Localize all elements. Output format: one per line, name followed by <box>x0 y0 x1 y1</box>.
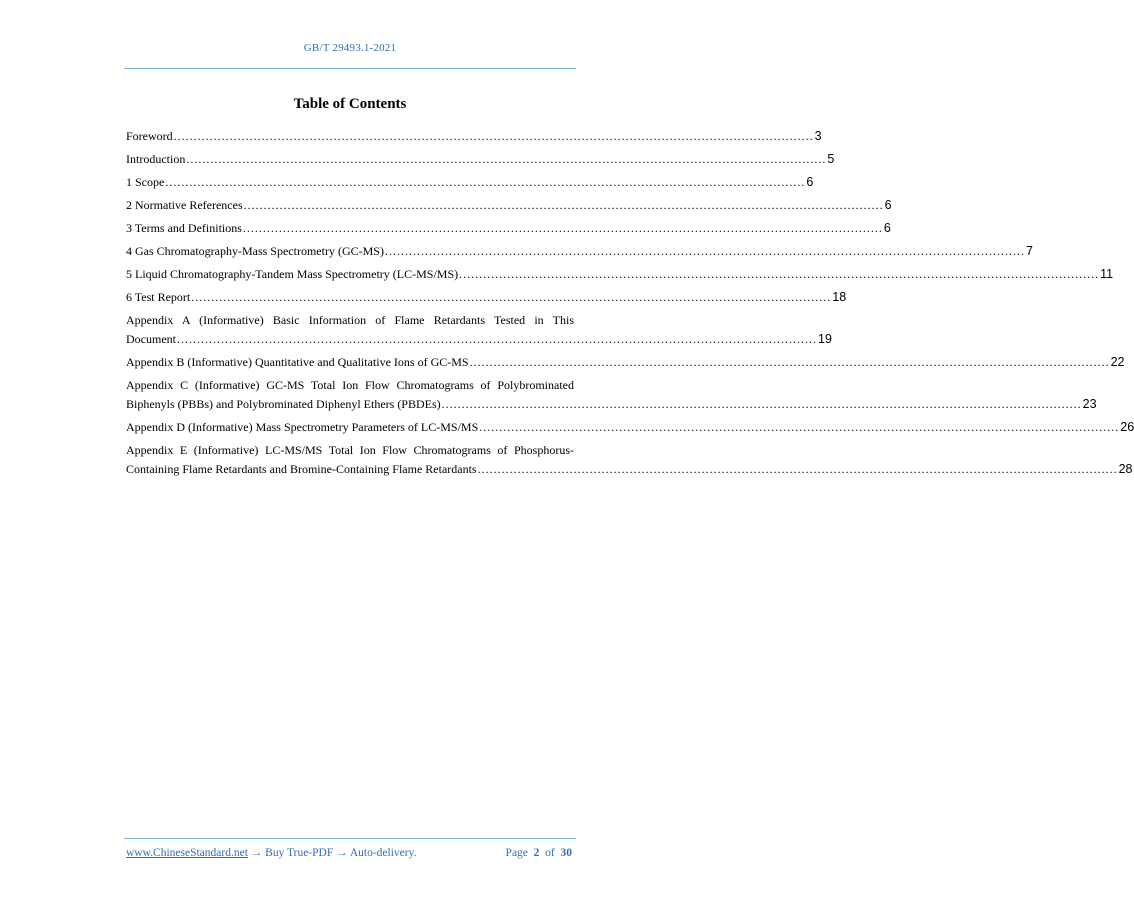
toc-entry-appendix-e[interactable] <box>126 441 1133 479</box>
footer-promo <box>126 847 416 859</box>
toc-entry-page: 11 <box>1100 267 1114 281</box>
toc-entry-title: 5 Liquid Chromatography-Tandem Mass Spectrometry (LC-MS/MS) <box>126 267 459 281</box>
page-current: 2 <box>533 847 540 859</box>
toc-list <box>126 127 1134 483</box>
dot-leader: ................................................................................................................................................................ <box>459 267 1100 281</box>
toc-entry-title-line2: Containing Flame Retardants and Bromine-Containing Flame Retardants <box>126 462 477 476</box>
toc-entry-page: 6 <box>806 175 814 189</box>
toc-entry-page: 6 <box>883 221 891 235</box>
toc-entry-appendix-a[interactable] <box>126 311 832 349</box>
running-header: GB/T 29493.1-2021 <box>303 42 397 54</box>
toc-entry-title: Appendix D (Informative) Mass Spectrometry Parameters of LC-MS/MS <box>126 420 479 434</box>
toc-entry-page: 19 <box>818 332 832 346</box>
dot-leader: ................................................................................................................................................................ <box>242 221 883 235</box>
toc-entry-test-report[interactable] <box>126 288 847 307</box>
toc-entry-appendix-c[interactable] <box>126 376 1097 414</box>
page-total: 30 <box>560 847 572 859</box>
footer-divider <box>124 838 576 839</box>
toc-entry-page: 18 <box>832 290 847 304</box>
toc-entry-scope[interactable] <box>126 173 814 192</box>
toc-entry-page: 3 <box>814 129 822 143</box>
toc-entry-title-line1: Appendix A (Informative) Basic Information of Flame Retardants Tested in This <box>126 313 574 327</box>
toc-entry-title-line2: Biphenyls (PBBs) and Polybrominated Diphenyl Ethers (PBDEs) <box>126 397 441 411</box>
toc-entry-page: 23 <box>1082 397 1097 411</box>
toc-entry-page: 7 <box>1025 244 1033 258</box>
dot-leader: ................................................................................................................................................................ <box>384 244 1025 258</box>
toc-entry-page: 22 <box>1110 355 1125 369</box>
toc-entry-gc-ms[interactable] <box>126 242 1033 261</box>
footer-tagline: → Buy True-PDF → Auto-delivery. <box>247 847 417 859</box>
toc-entry-title: Appendix B (Informative) Quantitative and Qualitative Ions of GC-MS <box>126 355 469 369</box>
toc-entry-introduction[interactable] <box>126 150 835 169</box>
toc-entry-title: Foreword <box>126 129 173 143</box>
toc-entry-title: 2 Normative References <box>126 198 243 212</box>
toc-entry-appendix-d[interactable] <box>126 418 1134 437</box>
toc-entry-title-line2: Document <box>126 332 176 346</box>
toc-entry-normative-references[interactable] <box>126 196 892 215</box>
dot-leader: ................................................................................................................................................................ <box>191 290 832 304</box>
page-label: Page <box>505 847 528 859</box>
dot-leader: ................................................................................................................................................................ <box>469 355 1110 369</box>
dot-leader: ................................................................................................................................................................ <box>441 397 1082 411</box>
page-indicator <box>506 847 572 859</box>
dot-leader: ................................................................................................................................................................ <box>186 152 827 166</box>
dot-leader: ................................................................................................................................................................ <box>477 462 1118 476</box>
toc-entry-foreword[interactable] <box>126 127 822 146</box>
toc-entry-title: Introduction <box>126 152 186 166</box>
site-link[interactable]: www.ChineseStandard.net <box>126 847 248 859</box>
dot-leader: ................................................................................................................................................................ <box>165 175 806 189</box>
toc-entry-appendix-b[interactable] <box>126 353 1125 372</box>
toc-title: Table of Contents <box>293 96 407 112</box>
toc-entry-title-line1: Appendix E (Informative) LC-MS/MS Total Ion Flow Chromatograms of Phosphorus- <box>126 443 574 457</box>
toc-entry-title: 1 Scope <box>126 175 165 189</box>
toc-entry-page: 6 <box>884 198 892 212</box>
toc-entry-terms-definitions[interactable] <box>126 219 891 238</box>
toc-entry-title: 4 Gas Chromatography-Mass Spectrometry (GC-MS) <box>126 244 384 258</box>
toc-entry-title: 6 Test Report <box>126 290 191 304</box>
toc-entry-page: 26 <box>1120 420 1134 434</box>
dot-leader: ................................................................................................................................................................ <box>173 129 814 143</box>
page-of: of <box>545 847 555 859</box>
dot-leader: ................................................................................................................................................................ <box>177 332 817 346</box>
dot-leader: ................................................................................................................................................................ <box>479 420 1120 434</box>
toc-entry-page: 28 <box>1118 462 1133 476</box>
toc-entry-lc-ms-ms[interactable] <box>126 265 1114 284</box>
toc-entry-title-line1: Appendix C (Informative) GC-MS Total Ion Flow Chromatograms of Polybrominated <box>126 378 574 392</box>
dot-leader: ................................................................................................................................................................ <box>243 198 884 212</box>
header-divider <box>124 68 576 69</box>
toc-entry-title: 3 Terms and Definitions <box>126 221 242 235</box>
toc-entry-page: 5 <box>827 152 835 166</box>
